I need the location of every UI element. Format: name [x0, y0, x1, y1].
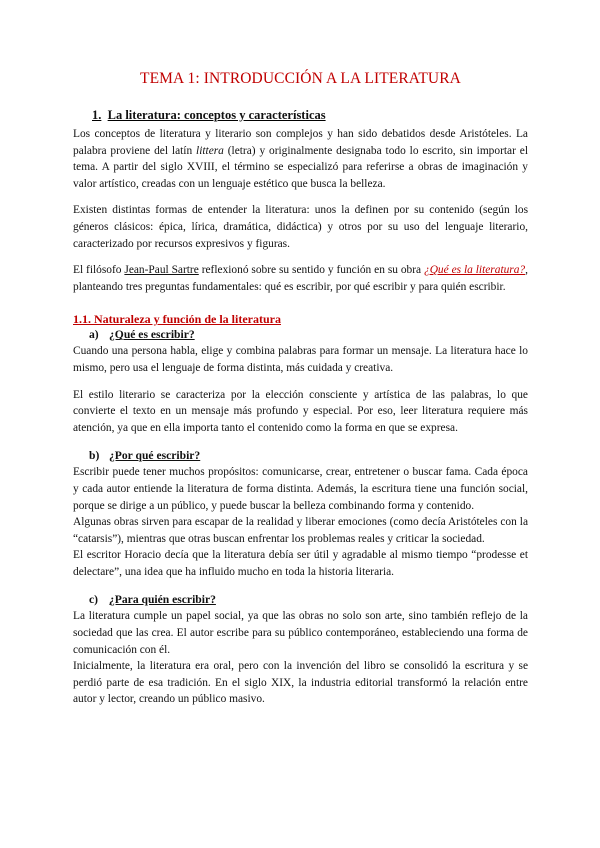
paragraph-text: Los conceptos de literatura y literario son complejos y han sido debatidos desde Aristóteles. La palabra proviene del latín [73, 128, 528, 157]
paragraph-c2: Inicialmente, la literatura era oral, pero con la invención del libro se consolidó la escritura y se perdió parte de esa tradición. En el siglo XIX, la industria editorial transformó la relación entre autor y lector, creando un público masivo. [73, 660, 528, 706]
paragraph-origin [73, 126, 528, 192]
question-text: ¿Por qué escribir? [109, 449, 201, 463]
section-heading [92, 108, 528, 123]
document-title: TEMA 1: INTRODUCCIÓN A LA LITERATURA [140, 70, 461, 87]
author-link[interactable]: Jean-Paul Sartre [124, 264, 199, 277]
paragraph-text: (letra) y originalmente designaba todo lo escrito, sin importar el tema. A partir del siglo XVIII, el término se especializó para referirse a obras de imaginación y valor artístico, creadas con un lenguaje estético que busca la belleza. [73, 144, 528, 190]
question-c-heading [89, 592, 528, 608]
paragraph-a1: Cuando una persona habla, elige y combina palabras para formar un mensaje. La literatura hace lo mismo, pero usa el lenguaje de forma distinta, más cuidada y creativa. [73, 345, 528, 374]
section-heading-text: La literatura: conceptos y características [107, 108, 326, 122]
subsection-heading: 1.1. Naturaleza y función de la literatura [73, 312, 281, 327]
paragraph-b1: Escribir puede tener muchos propósitos: comunicarse, crear, entretener o buscar fama. Cada época y cada autor entiende la literatura de forma distinta. Además, la escritura tiene una función social, porque se dirige a un público, y puede buscar la belleza combinando forma y contenido. [73, 466, 528, 512]
paragraph-a2: El estilo literario se caracteriza por la elección consciente y artística de las palabras, lo que convierte el texto en un mensaje más profundo y especial. Por eso, leer literatura requiere más atención, ya que en ella importa tanto el contenido como la forma en que se expresa. [73, 388, 528, 434]
question-label: c) [89, 593, 99, 607]
question-a-heading [89, 327, 528, 343]
paragraph-sartre [73, 262, 528, 295]
paragraph-c1: La literatura cumple un papel social, ya que las obras no solo son arte, sino también reflejo de la sociedad que las crea. El autor escribe para su público contemporáneo, estableciendo una forma de comunicación con él. [73, 610, 528, 656]
latin-term: littera [196, 144, 224, 157]
question-label: a) [89, 328, 99, 342]
paragraph-text: El filósofo [73, 264, 122, 277]
paragraph-b2: Algunas obras sirven para escapar de la realidad y liberar emociones (como decía Aristóteles con la “catarsis”), mientras que otras buscan enfrentar los problemas reales y criticar la sociedad. [73, 516, 528, 545]
paragraph-text: reflexionó sobre su sentido y función en su obra [201, 264, 422, 277]
question-text: ¿Para quién escribir? [109, 593, 216, 607]
paragraph-b3: El escritor Horacio decía que la literatura debía ser útil y agradable al mismo tiempo “prodesse et delectare”, una idea que ha influido mucho en toda la historia literaria. [73, 549, 528, 578]
paragraph-text: , planteando tres preguntas fundamentales: qué es escribir, por qué escribir y para quién escribir. [73, 264, 528, 293]
section-number: 1. [92, 108, 102, 122]
question-b-heading [89, 448, 528, 464]
question-text: ¿Qué es escribir? [109, 328, 195, 342]
paragraph-definitions: Existen distintas formas de entender la literatura: unos la definen por su contenido (según los géneros clásicos: épica, lírica, dramática, didáctica) y otros por su uso del lenguaje literario, caracterizado por recursos expresivos y figuras. [73, 204, 528, 250]
document-page [73, 70, 528, 708]
question-label: b) [89, 449, 100, 463]
work-title-link[interactable]: ¿Qué es la literatura? [424, 264, 526, 277]
